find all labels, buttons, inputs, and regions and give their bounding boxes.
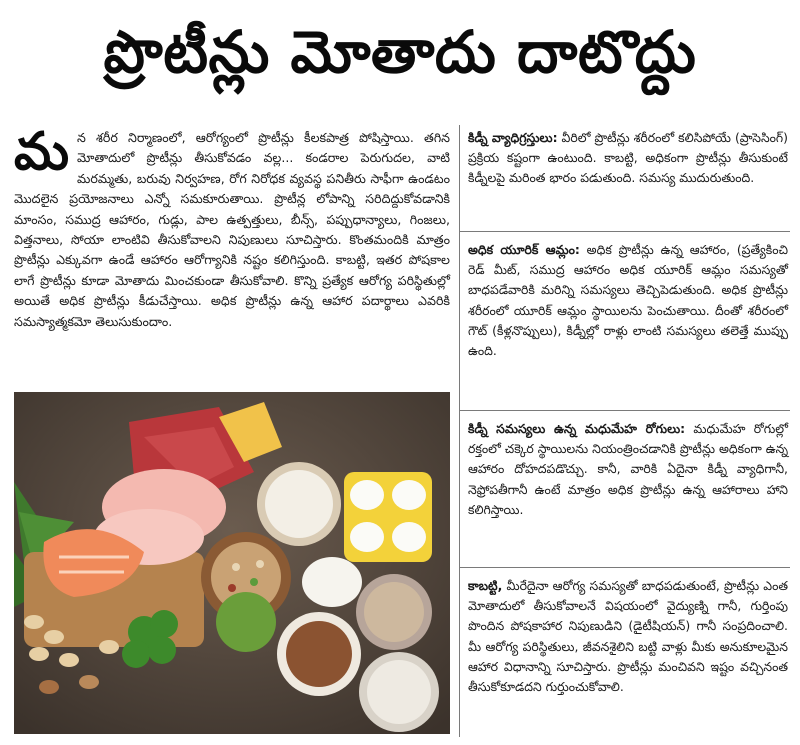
peas bbox=[216, 592, 276, 652]
section-heading: కిడ్నీ వ్యాధిగ్రస్తులు: bbox=[468, 130, 558, 145]
section-conclusion bbox=[468, 576, 788, 697]
section-text: మీరేదైనా ఆరోగ్య సమస్యతో బాధపడుతుంటే, ప్రొటీన్లు ఎంత మోతాదులో తీసుకోవాలనే విషయంలో వైద్యుణ్ని గానీ, గుర్తింపు పొందిన పోషకాహార నిపుణుడిని (డైటీషియన్) గానీ సంప్రదించాలి. మీ ఆరోగ్య పరిస్థితులు, జీవనశైలిని బట్టి వాళ్లు మీకు అనుకూలమైన ఆహార విధానాన్ని సూచిస్తారు. ప్రొటీన్లు మంచివని ఇష్టం వచ్చినంత తీసుకోకూడదని గుర్తుంచుకోవాలి. bbox=[468, 578, 788, 695]
column-divider bbox=[459, 125, 460, 737]
section-text: వీరిలో ప్రొటీన్లు శరీరంలో కలిసిపోయే (ప్రాసెసింగ్) ప్రక్రియ కష్టంగా ఉంటుంది. కాబట్టి, అధికంగా ప్రొటీన్లు తీసుకుంటే కిడ్నీలపై మరింత భారం పడుతుంది. సమస్య ముదురుతుంది. bbox=[468, 130, 788, 186]
lead-paragraph bbox=[14, 122, 450, 332]
section-diabetic-kidney bbox=[468, 419, 788, 520]
section-text: మధుమేహ రోగుల్లో రక్తంలో చక్కెర స్థాయిలను నియంత్రించడానికి ప్రొటీన్లు అధికంగా ఉన్న ఆహారం దోహదపడొచ్చు. కానీ, వారికి ఏదైనా కిడ్నీ వ్యాధిగానీ, నెఫ్రోపతీగానీ ఉంటే మాత్రం అధిక ప్రొటీన్లు ఉన్న ఆహారాలు హాని కలిగిస్తాయి. bbox=[468, 421, 788, 517]
lead-text: న శరీర నిర్మాణంలో, ఆరోగ్యంలో ప్రొటీన్లు కీలకపాత్ర పోషిస్తాయి. తగిన మోతాదులో ప్రొటీన్లు తీసుకోవడం వల్ల... కండరాల పెరుగుదల, వాటి మరమ్మతు, బరువు నిర్వహణ, రోగ నిరోధక వ్యవస్థ పనితీరు సాఫీగా ఉండటం మొదలైన ప్రయోజనాలు ఎన్నో సమకూరుతాయి. ప్రొటీన్ల లోపాన్ని సరిదిద్దుకోవడానికి మాంసం, సముద్ర ఆహారం, గుడ్లు, పాల ఉత్పత్తులు, బీన్స్, పప్పుధాన్యాలు, గింజలు, విత్తనాలు, సోయా లాంటివి తీసుకోవాలని నిపుణులు సూచిస్తారు. కొంతమందికి మాత్రం ప్రొటీన్లు ఎక్కువగా ఉండే ఆహారం ఆరోగ్యానికి నష్టం కలిగిస్తుంది. కాబట్టి, ఇతర పోషకాల లాగే ప్రొటీన్లు కూడా మోతాదు మించకుండా తీసుకోవాలి. కొన్ని ప్రత్యేక ఆరోగ్య పరిస్థితుల్లో అయితే అధిక ప్రొటీన్లు కీడుచేస్తాయి. అధిక ప్రొటీన్లు ఉన్న ఆహార పదార్థాలు ఎవరికి సమస్యాత్మకమో తెలుసుకుందాం. bbox=[14, 130, 450, 329]
section-divider bbox=[460, 231, 790, 232]
section-uric-acid bbox=[468, 240, 788, 361]
section-heading: కాబట్టి, bbox=[468, 578, 503, 593]
milk-jug bbox=[302, 557, 362, 607]
section-heading: అధిక యూరిక్ ఆమ్లం: bbox=[468, 242, 580, 257]
section-divider bbox=[460, 410, 790, 411]
headline-area bbox=[0, 0, 800, 118]
section-heading: కిడ్నీ సమస్యలు ఉన్న మధుమేహ రోగులు: bbox=[468, 421, 686, 436]
section-kidney-patients bbox=[468, 128, 788, 189]
food-illustration bbox=[14, 392, 450, 734]
protein-foods-photo bbox=[14, 392, 450, 734]
page-title: ప్రొటీన్లు మోతాదు దాటొద్దు bbox=[103, 17, 697, 86]
section-divider bbox=[460, 567, 790, 568]
section-text: అధిక ప్రొటీన్లు ఉన్న ఆహారం, (ప్రత్యేకించి రెడ్ మీట్, సముద్ర ఆహారం అధిక యూరిక్ ఆమ్లం సమస్యతో బాధపడేవారికి మరిన్ని సమస్యలు తెచ్చిపెడుతుంది. అధిక ప్రొటీన్లు శరీరంలో యూరిక్ ఆమ్లం స్థాయిలను పెంచుతాయి. దీంతో శరీరంలో గౌట్ (కీళ్లనొప్పులు), కిడ్నీల్లో రాళ్లు లాంటి సమస్యలు తలెత్తే ముప్పు ఉంది. bbox=[468, 242, 788, 359]
drop-cap: మ bbox=[14, 122, 70, 182]
